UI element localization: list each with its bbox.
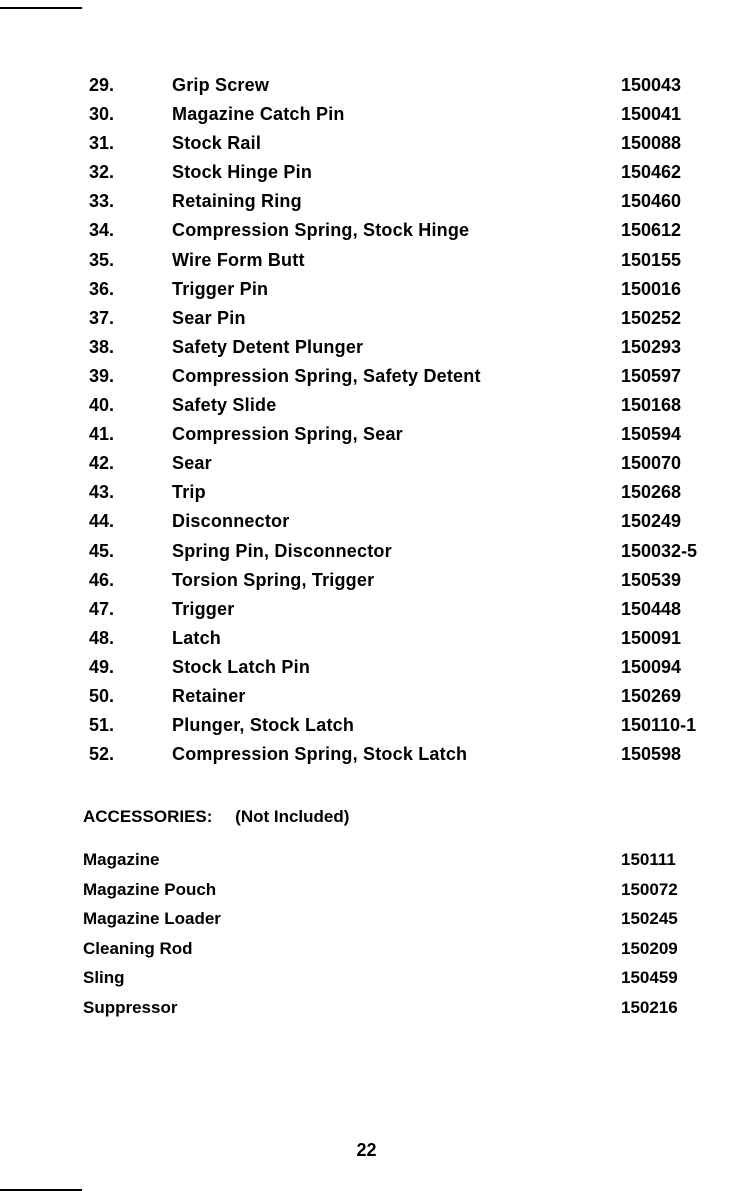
- accessory-catalog-number: 150072: [621, 879, 678, 899]
- part-row: [0, 537, 733, 566]
- top-rule: [0, 7, 82, 9]
- part-description: Wire Form Butt: [172, 249, 305, 270]
- part-description: Magazine Catch Pin: [172, 104, 345, 125]
- part-description: Stock Rail: [172, 133, 262, 154]
- accessory-name: Suppressor: [83, 997, 178, 1017]
- accessory-catalog-number: 150216: [621, 997, 678, 1017]
- part-number: 35.: [89, 249, 115, 270]
- part-description: Disconnector: [172, 511, 290, 532]
- part-catalog-number: 150070: [621, 453, 682, 474]
- part-row: [0, 246, 733, 275]
- part-description: Trip: [172, 482, 206, 503]
- part-number: 52.: [89, 744, 115, 765]
- part-row: [0, 711, 733, 740]
- part-catalog-number: 150041: [621, 104, 682, 125]
- part-row: [0, 216, 733, 245]
- part-row: [0, 682, 733, 711]
- part-description: Stock Latch Pin: [172, 656, 311, 677]
- part-catalog-number: 150268: [621, 482, 682, 503]
- part-description: Latch: [172, 627, 222, 648]
- part-description: Trigger: [172, 598, 235, 619]
- part-catalog-number: 150462: [621, 162, 682, 183]
- part-row: [0, 740, 733, 769]
- part-catalog-number: 150269: [621, 685, 682, 706]
- accessory-row: [0, 963, 733, 993]
- part-row: [0, 478, 733, 507]
- accessory-catalog-number: 150209: [621, 938, 678, 958]
- part-number: 39.: [89, 365, 115, 386]
- accessories-note: (Not Included): [235, 807, 350, 826]
- part-number: 42.: [89, 453, 115, 474]
- accessory-catalog-number: 150245: [621, 909, 678, 928]
- part-row: [0, 449, 733, 478]
- part-number: 37.: [89, 307, 115, 328]
- part-catalog-number: 150110-1: [621, 715, 697, 736]
- part-description: Sear: [172, 453, 212, 474]
- part-catalog-number: 150598: [621, 744, 682, 765]
- part-description: Compression Spring, Safety Detent: [172, 365, 481, 386]
- page-number: 22: [356, 1140, 377, 1160]
- part-number: 48.: [89, 627, 115, 648]
- part-number: 31.: [89, 133, 115, 154]
- part-description: Safety Detent Plunger: [172, 336, 364, 357]
- accessories-list: [0, 845, 733, 1022]
- accessory-name: Sling: [83, 968, 125, 987]
- part-row: [0, 653, 733, 682]
- part-catalog-number: 150597: [621, 365, 682, 386]
- part-number: 51.: [89, 715, 115, 736]
- part-row: [0, 187, 733, 216]
- part-row: [0, 420, 733, 449]
- part-row: [0, 304, 733, 333]
- accessory-row: [0, 875, 733, 905]
- part-number: 33.: [89, 191, 115, 212]
- part-number: 47.: [89, 598, 115, 619]
- part-catalog-number: 150448: [621, 598, 682, 619]
- part-row: [0, 507, 733, 536]
- part-catalog-number: 150088: [621, 133, 682, 154]
- part-catalog-number: 150612: [621, 220, 682, 241]
- accessory-row: [0, 934, 733, 964]
- parts-list: [0, 71, 733, 769]
- part-number: 45.: [89, 540, 115, 561]
- part-row: [0, 333, 733, 362]
- accessories-header: [83, 802, 349, 831]
- part-catalog-number: 150043: [621, 75, 682, 95]
- part-catalog-number: 150032-5: [621, 540, 698, 561]
- part-catalog-number: 150460: [621, 191, 682, 212]
- part-description: Sear Pin: [172, 307, 246, 328]
- part-catalog-number: 150091: [621, 627, 682, 648]
- part-description: Compression Spring, Stock Latch: [172, 744, 468, 765]
- part-number: 44.: [89, 511, 115, 532]
- part-number: 41.: [89, 424, 115, 445]
- part-number: 49.: [89, 656, 115, 677]
- part-number: 29.: [89, 75, 115, 95]
- part-number: 40.: [89, 395, 115, 416]
- part-number: 50.: [89, 685, 115, 706]
- part-number: 36.: [89, 278, 115, 299]
- part-description: Stock Hinge Pin: [172, 162, 313, 183]
- part-catalog-number: 150094: [621, 656, 682, 677]
- accessory-row: [0, 993, 733, 1023]
- part-catalog-number: 150293: [621, 336, 682, 357]
- accessory-row: [0, 904, 733, 934]
- part-row: [0, 566, 733, 595]
- accessory-name: Magazine Pouch: [83, 879, 217, 899]
- accessory-name: Magazine Loader: [83, 909, 221, 928]
- part-description: Torsion Spring, Trigger: [172, 569, 375, 590]
- part-row: [0, 129, 733, 158]
- part-number: 34.: [89, 220, 115, 241]
- part-row: [0, 158, 733, 187]
- part-number: 32.: [89, 162, 115, 183]
- part-description: Grip Screw: [172, 75, 270, 95]
- part-row: [0, 391, 733, 420]
- part-row: [0, 100, 733, 129]
- part-row: [0, 71, 733, 100]
- part-description: Retainer: [172, 685, 246, 706]
- part-description: Trigger Pin: [172, 278, 269, 299]
- part-number: 43.: [89, 482, 115, 503]
- part-catalog-number: 150539: [621, 569, 682, 590]
- accessory-name: Magazine: [83, 850, 160, 869]
- part-catalog-number: 150594: [621, 424, 682, 445]
- part-catalog-number: 150155: [621, 249, 682, 270]
- part-number: 30.: [89, 104, 115, 125]
- part-number: 38.: [89, 336, 115, 357]
- part-description: Spring Pin, Disconnector: [172, 540, 392, 561]
- part-number: 46.: [89, 569, 115, 590]
- part-row: [0, 275, 733, 304]
- part-row: [0, 362, 733, 391]
- part-row: [0, 595, 733, 624]
- accessory-catalog-number: 150459: [621, 968, 678, 987]
- part-catalog-number: 150168: [621, 395, 682, 416]
- part-description: Compression Spring, Stock Hinge: [172, 220, 470, 241]
- part-catalog-number: 150016: [621, 278, 682, 299]
- part-description: Compression Spring, Sear: [172, 424, 403, 445]
- accessory-row: [0, 845, 733, 875]
- part-description: Retaining Ring: [172, 191, 302, 212]
- part-description: Plunger, Stock Latch: [172, 715, 355, 736]
- part-catalog-number: 150249: [621, 511, 682, 532]
- part-row: [0, 624, 733, 653]
- accessory-name: Cleaning Rod: [83, 938, 193, 958]
- part-catalog-number: 150252: [621, 307, 682, 328]
- accessory-catalog-number: 150111: [621, 850, 676, 869]
- part-description: Safety Slide: [172, 395, 277, 416]
- accessories-label: ACCESSORIES:: [83, 807, 213, 826]
